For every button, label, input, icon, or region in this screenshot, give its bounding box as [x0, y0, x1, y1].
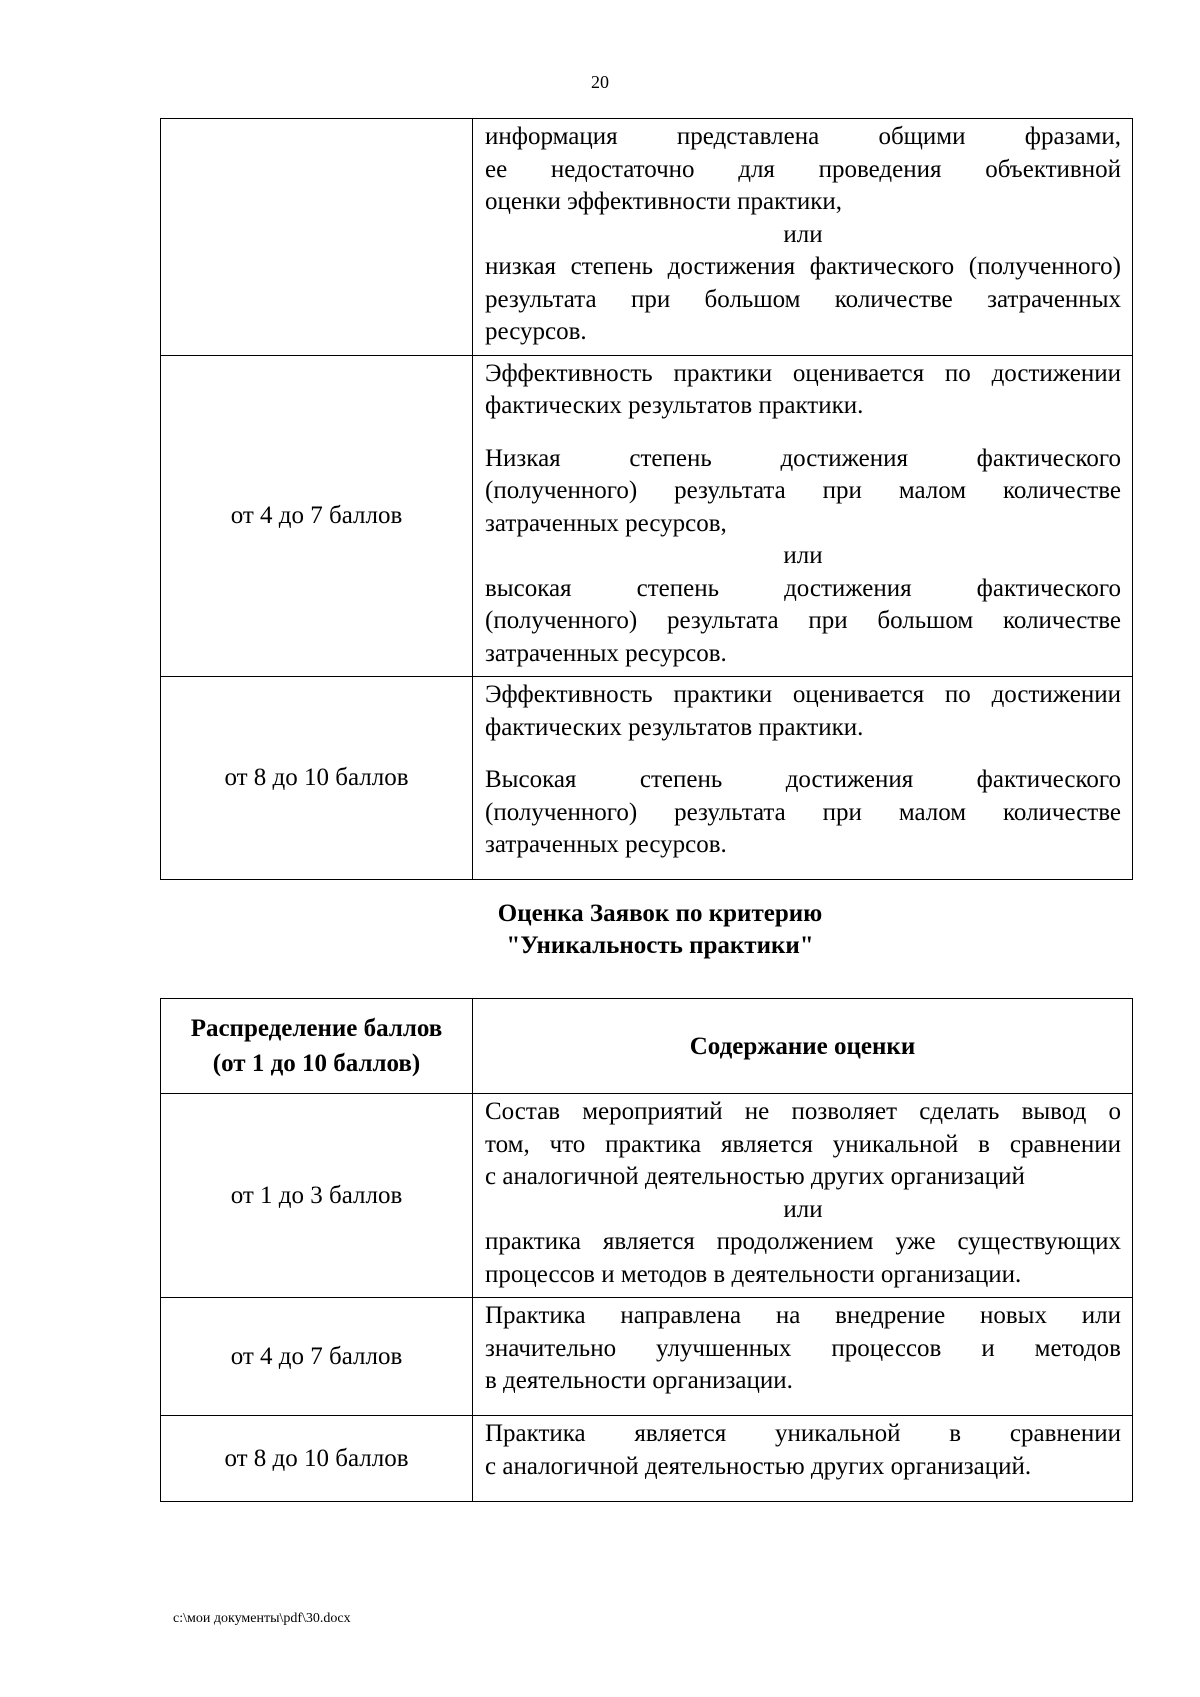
text-line: (полученного) результата при большом количестве	[485, 607, 1121, 634]
score-cell: от 1 до 3 баллов	[161, 1094, 473, 1298]
table-row	[161, 1298, 1133, 1416]
table-row	[161, 1416, 1133, 1502]
text-line: в деятельности организации.	[485, 1367, 793, 1394]
text-line: Практика является уникальной в сравнении	[485, 1420, 1121, 1447]
section-title-line: Оценка Заявок по критерию	[497, 900, 823, 927]
description-cell	[473, 119, 1133, 356]
table-row	[161, 677, 1133, 880]
text-line: Состав мероприятий не позволяет сделать вывод о	[485, 1098, 1121, 1125]
text-line: практика является продолжением уже существующих	[485, 1228, 1121, 1255]
text-line: (полученного) результата при малом количестве	[485, 798, 1121, 826]
description-cell	[473, 677, 1133, 880]
description-cell	[473, 1298, 1133, 1416]
score-cell: от 4 до 7 баллов	[161, 1298, 473, 1416]
text-line: том, что практика является уникальной в сравнении	[485, 1130, 1121, 1158]
section-title	[0, 898, 1200, 962]
header-line: Распределение баллов	[190, 1015, 443, 1042]
text-line: Низкая степень достижения фактического	[485, 444, 1121, 472]
text-line: затраченных ресурсов,	[485, 509, 727, 537]
text-line: высокая степень достижения фактического	[485, 574, 1121, 602]
text-line: с аналогичной деятельностью других организаций	[485, 1163, 1025, 1190]
score-cell: от 8 до 10 баллов	[161, 677, 473, 880]
description-cell	[473, 1416, 1133, 1502]
score-cell	[161, 119, 473, 356]
text-line: или	[783, 220, 823, 248]
text-line: или	[783, 1195, 823, 1223]
text-line: затраченных ресурсов.	[485, 639, 727, 667]
uniqueness-criteria-table	[160, 998, 1133, 1502]
footer-file-path: c:\мои документы\pdf\30.docx	[173, 1611, 351, 1626]
text-line: с аналогичной деятельностью других организаций.	[485, 1452, 1032, 1480]
score-cell: от 8 до 10 баллов	[161, 1416, 473, 1502]
page-number: 20	[591, 72, 609, 92]
text-line: значительно улучшенных процессов и методов	[485, 1334, 1121, 1362]
table-row	[161, 355, 1133, 677]
table-row	[161, 119, 1133, 356]
column-header-content: Содержание оценки	[473, 999, 1133, 1094]
table-header-row	[161, 999, 1133, 1094]
text-line: процессов и методов в деятельности организации.	[485, 1260, 1022, 1288]
text-line: (полученного) результата при малом количестве	[485, 477, 1121, 504]
text-paragraph: Эффективность практики оценивается по достижении фактических результатов практики.	[485, 359, 1121, 419]
text-paragraph: Эффективность практики оценивается по достижении фактических результатов практики.	[485, 681, 1121, 741]
efficiency-criteria-table	[160, 118, 1133, 880]
score-cell: от 4 до 7 баллов	[161, 355, 473, 677]
text-line: ее недостаточно для проведения объективной	[485, 155, 1121, 183]
text-line: низкая степень достижения фактического (полученного)	[485, 253, 1121, 280]
text-line: Практика направлена на внедрение новых или	[485, 1302, 1121, 1329]
text-line: ресурсов.	[485, 318, 587, 345]
section-title-line: "Уникальность практики"	[506, 932, 814, 959]
text-line: затраченных ресурсов.	[485, 831, 727, 858]
column-header-scores	[161, 999, 473, 1094]
description-cell	[473, 1094, 1133, 1298]
header-line: (от 1 до 10 баллов)	[212, 1050, 421, 1077]
table-row	[161, 1094, 1133, 1298]
text-line: оценки эффективности практики,	[485, 188, 843, 215]
text-line: Высокая степень достижения фактического	[485, 766, 1121, 793]
description-cell	[473, 355, 1133, 677]
text-line: информация представлена общими фразами,	[485, 123, 1121, 150]
text-line: результата при большом количестве затраченных	[485, 285, 1121, 313]
text-line: или	[783, 542, 823, 569]
